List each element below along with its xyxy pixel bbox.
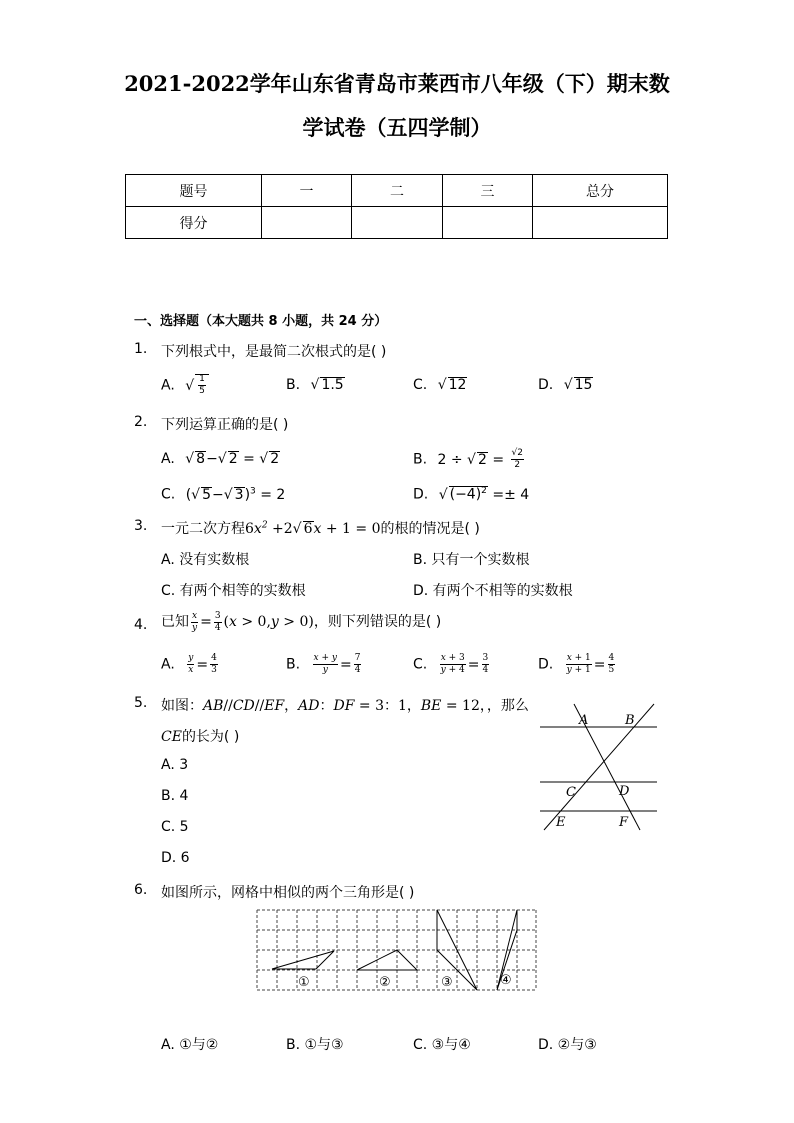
score-cell bbox=[533, 207, 668, 239]
segment-label: CE bbox=[161, 729, 182, 745]
option-expression: $\frac{x + 1}{y + 1}$ = $\frac{4}{5}$ bbox=[566, 653, 615, 675]
option-expression: $\frac{y}{x}$ = $\frac{4}{3}$ bbox=[188, 653, 217, 675]
question-number: 4. bbox=[134, 617, 148, 633]
point-label-e: E bbox=[556, 815, 566, 830]
section-heading: 一、选择题（本大题共 8 小题，共 24 分） bbox=[134, 314, 388, 329]
score-cell bbox=[352, 207, 443, 239]
stem-text: 一元二次方程 bbox=[161, 521, 245, 537]
option-d: D. ②与③ bbox=[538, 1037, 597, 1053]
option-b: B. 4 bbox=[161, 788, 189, 804]
score-table-score-row bbox=[126, 207, 668, 239]
option-label: D. bbox=[538, 377, 554, 393]
fraction-denominator: 5 bbox=[199, 386, 205, 396]
option-c: C. ③与④ bbox=[413, 1037, 471, 1053]
radicand: 12 bbox=[448, 377, 467, 393]
option-d bbox=[538, 654, 617, 675]
question-stem bbox=[161, 611, 441, 633]
score-header-cell: 总分 bbox=[533, 175, 668, 207]
option-label: B. bbox=[286, 377, 301, 393]
option-label: D. bbox=[413, 486, 429, 503]
page-title-line1: 2021-2022学年山东省青岛市莱西市八年级（下）期末数 bbox=[124, 71, 670, 96]
triangle-grid-figure bbox=[255, 906, 540, 994]
option-label: C. bbox=[161, 486, 176, 503]
option-expression: √ 8−√ 2 = √ 2 bbox=[185, 451, 280, 467]
question-number: 5. bbox=[134, 695, 148, 711]
option-a bbox=[161, 451, 280, 467]
question-stem bbox=[161, 695, 529, 715]
option-b: B. √ 1.5 bbox=[286, 377, 344, 393]
point-label-f: F bbox=[619, 815, 629, 830]
option-expression: $\frac{x + y}{y}$ = $\frac{7}{4}$ bbox=[313, 653, 361, 675]
option-label: A. bbox=[161, 656, 175, 673]
radicand: 15 bbox=[574, 377, 593, 393]
score-header-cell: 三 bbox=[443, 175, 533, 207]
option-label: B. bbox=[286, 656, 301, 673]
option-a: A. √ $\frac{1}{5}$ bbox=[161, 374, 209, 396]
option-b: B. ①与③ bbox=[286, 1037, 344, 1053]
option-d bbox=[413, 486, 529, 503]
radicand: 1.5 bbox=[321, 377, 344, 393]
option-d: D. 有两个不相等的实数根 bbox=[413, 583, 573, 599]
option-c: C. 有两个相等的实数根 bbox=[161, 583, 306, 599]
triangle-1 bbox=[272, 951, 334, 969]
option-expression: √ $(-4)^2 =\pm 4$ bbox=[438, 486, 530, 503]
option-label: D. bbox=[538, 656, 554, 673]
question-stem-line2 bbox=[161, 726, 239, 746]
equation: $6x^2 +2√$ 6x + 1 = 0 bbox=[245, 520, 381, 537]
parallel-lines-figure bbox=[530, 700, 665, 840]
score-header-cell: 题号 bbox=[126, 175, 262, 207]
option-expression: 2 ÷ √ 2 = $\frac{√2}{2}$ bbox=[437, 448, 524, 470]
option-label: C. bbox=[413, 656, 428, 673]
option-c: C. 5 bbox=[161, 819, 189, 835]
option-label: B. bbox=[413, 451, 428, 468]
point-label-c: C bbox=[566, 785, 576, 800]
triangle-label-4: ④ bbox=[500, 973, 512, 988]
stem-text: ，那么 bbox=[486, 698, 529, 714]
condition-expression: $\frac{x}{y}$ = $\frac{3}{4}$ (x > 0,y > 0) bbox=[191, 610, 314, 633]
option-a: A. 没有实数根 bbox=[161, 552, 250, 568]
question-stem: 下列根式中，是最简二次根式的是( ) bbox=[161, 344, 387, 360]
triangle-label-1: ① bbox=[298, 975, 310, 990]
score-header-cell: 一 bbox=[262, 175, 352, 207]
option-b bbox=[413, 449, 526, 470]
option-d: D. 6 bbox=[161, 850, 190, 866]
score-cell bbox=[443, 207, 533, 239]
triangle-label-3: ③ bbox=[441, 975, 453, 990]
score-header-cell: 二 bbox=[352, 175, 443, 207]
question-stem: 如图所示，网格中相似的两个三角形是( ) bbox=[161, 885, 415, 901]
stem-text: 如图： bbox=[161, 698, 203, 714]
option-label: C. bbox=[413, 377, 428, 393]
option-c bbox=[413, 654, 491, 675]
page-title-line2: 学试卷（五四学制） bbox=[302, 115, 492, 140]
option-expression: $\frac{x + 3}{y + 4}$ = $\frac{3}{4}$ bbox=[440, 653, 489, 675]
question-stem: 下列运算正确的是( ) bbox=[161, 417, 289, 433]
option-a bbox=[161, 654, 220, 675]
question-number: 2. bbox=[134, 414, 148, 430]
question-stem bbox=[161, 518, 480, 538]
option-label: A. bbox=[161, 377, 175, 394]
option-b bbox=[286, 654, 363, 675]
score-table-header-row bbox=[126, 175, 668, 207]
question-number: 6. bbox=[134, 882, 148, 898]
option-c bbox=[161, 486, 285, 503]
question-number: 3. bbox=[134, 518, 148, 534]
option-b: B. 只有一个实数根 bbox=[413, 552, 530, 568]
given-expression: AB//CD//EF，AD：DF = 3：1，BE = 12， bbox=[203, 698, 487, 714]
question-number: 1. bbox=[134, 341, 148, 357]
option-d: D. √ 15 bbox=[538, 377, 593, 393]
score-cell bbox=[262, 207, 352, 239]
fraction-numerator: 1 bbox=[199, 374, 205, 384]
option-c: C. √ 12 bbox=[413, 377, 467, 393]
score-table bbox=[125, 174, 668, 239]
triangle-2 bbox=[357, 950, 417, 970]
option-a: A. 3 bbox=[161, 757, 189, 773]
option-label: A. bbox=[161, 451, 175, 467]
point-label-a: A bbox=[579, 713, 589, 728]
point-label-b: B bbox=[625, 713, 635, 728]
option-expression: (√ 5−√ 3)$^3$ = 2 bbox=[185, 486, 286, 503]
stem-text: 的长为( ) bbox=[181, 729, 240, 745]
score-row-label: 得分 bbox=[126, 207, 262, 239]
stem-text: ，则下列错误的是( ) bbox=[313, 614, 442, 630]
stem-text: 的根的情况是( ) bbox=[380, 521, 480, 537]
option-a: A. ①与② bbox=[161, 1037, 219, 1053]
stem-text: 已知 bbox=[161, 614, 189, 630]
triangle-label-2: ② bbox=[379, 975, 391, 990]
point-label-d: D bbox=[619, 784, 630, 799]
